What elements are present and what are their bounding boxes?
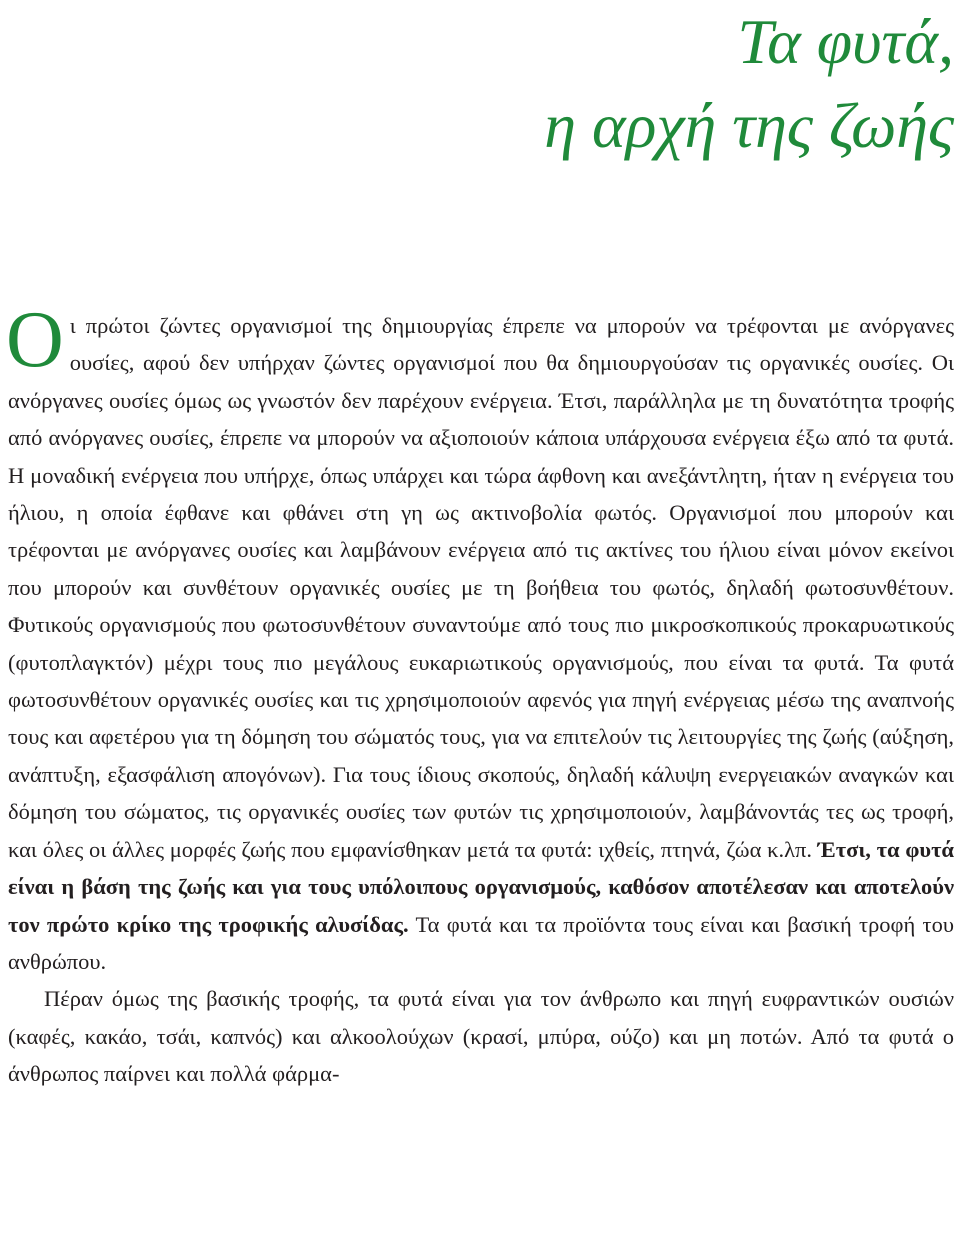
paragraph-2: Πέραν όμως της βασικής τροφής, τα φυτά είναι για τον άνθρωπο και πηγή ευφραντικών ουσιών (καφές, κακάο, τσάι, καπνός) και αλκοολούχων (κρασί, μπύρα, ούζο) και μη ποτών. Από τα φυτά ο άνθρωπος παίρνει και πολλά φάρμα-: [8, 986, 954, 1087]
body-text: [6, 296, 954, 1093]
paragraph-1-bold-text: Έτσι, τα φυτά είναι η βάση της ζωής και για τους υπόλοιπους οργανισμούς, καθόσον αποτέλεσαν και αποτελούν τον πρώτο κρίκο της τροφικής αλυσίδας.: [8, 836, 954, 937]
title-line-1: Τα φυτά,: [737, 6, 954, 77]
paragraph-1-closing-text: Τα φυτά και τα προϊόντα τους είναι και βασική τροφή του ανθρώπου.: [8, 911, 954, 974]
paragraph-1: [6, 296, 954, 980]
paragraph-1-text: ι πρώτοι ζώντες οργανισμοί της δημιουργίας έπρεπε να μπορούν να τρέφονται με ανόργανες ουσίες, αφού δεν υπήρχαν ζώντες οργανισμοί που θα δημιουργούσαν τις οργανικές ουσίες. Οι ανόργανες ουσίες όμως ως γνωστόν δεν παρέχουν ενέργεια. Έτσι, παράλληλα με τη δυνατότητα τροφής από ανόργανες ουσίες, έπρεπε να μπορούν να αξιοποιούν κάποια υπάρχουσα ενέργεια έξω από τα φυτά. Η μοναδική ενέργεια που υπήρχε, όπως υπάρχει και τώρα άφθονη και ανεξάντλητη, ήταν η ενέργεια του ήλιου, η οποία έφθανε και φθάνει στη γη ως ακτινοβολία φωτός. Οργανισμοί που μπορούν και τρέφονται με ανόργανες ουσίες και λαμβάνουν ενέργεια από τις ακτίνες του ήλιου είναι μόνον εκείνοι που μπορούν και συνθέτουν οργανικές ουσίες με τη βοήθεια του φωτός, δηλαδή φωτοσυνθέτουν. Φυτικούς οργανισμούς που φωτοσυνθέτουν συναντούμε από τους πιο μικροσκοπικούς προκαρυωτικούς (φυτοπλαγκτόν) μέχρι τους πιο μεγάλους ευκαριωτικούς οργανισμούς, που είναι τα φυτά. Τα φυτά φωτοσυνθέτουν οργανικές ουσίες και τις χρησιμοποιούν αφενός για πηγή ενέργειας μέσω της αναπνοής τους και αφετέρου για τη δόμηση του σώματός τους, για να επιτελούν τις λειτουργίες της ζωής (αύξηση, ανάπτυξη, εξασφάλιση απογόνων). Για τους ίδιους σκοπούς, δηλαδή κάλυψη ενεργειακών αναγκών και δόμηση του σώματος, τις οργανικές ουσίες των φυτών τις χρησιμοποιούν, λαμβάνοντάς τες ως τροφή, και όλες οι άλλες μορφές ζωής που εμφανίσθηκαν μετά τα φυτά: ιχθείς, πτηνά, ζώα κ.λπ.: [8, 313, 954, 862]
drop-cap: Ο: [6, 296, 64, 384]
page-title: [544, 0, 954, 168]
title-line-2: η αρχή της ζωής: [544, 90, 954, 161]
